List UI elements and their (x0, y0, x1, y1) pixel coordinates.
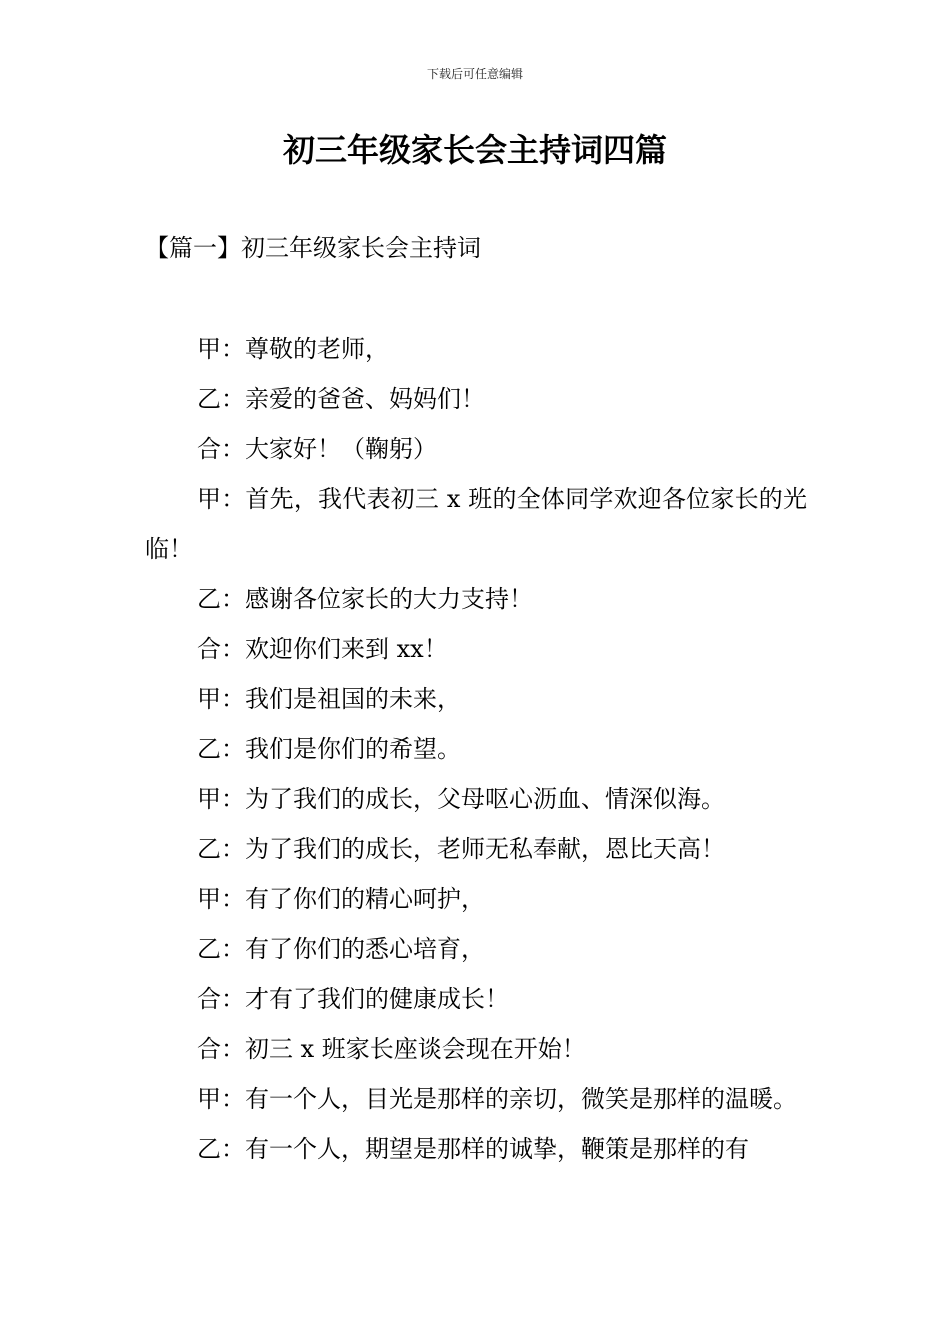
paragraph: 乙：感谢各位家长的大力支持！ (197, 585, 533, 613)
paragraph: 甲：首先，我代表初三 x 班的全体同学欢迎各位家长的光临！ (145, 485, 807, 563)
paragraph: 乙：有了你们的悉心培育， (197, 935, 485, 963)
document-title: 初三年级家长会主持词四篇 (282, 131, 667, 169)
section-heading: 【篇一】初三年级家长会主持词 (145, 234, 481, 262)
paragraph: 甲：尊敬的老师， (197, 335, 389, 363)
header-note: 下载后可任意编辑 (426, 67, 523, 81)
paragraph: 甲：为了我们的成长，父母呕心沥血、情深似海。 (197, 785, 725, 813)
paragraph: 乙：我们是你们的希望。 (197, 735, 461, 763)
paragraph: 甲：有一个人，目光是那样的亲切，微笑是那样的温暖。 (197, 1085, 797, 1113)
document-body (145, 324, 807, 1174)
paragraph: 合：大家好！（鞠躬） (197, 435, 437, 463)
paragraph: 合：初三 x 班家长座谈会现在开始！ (197, 1035, 586, 1063)
paragraph: 合：欢迎你们来到 xx！ (197, 635, 448, 663)
paragraph: 乙：有一个人，期望是那样的诚挚，鞭策是那样的有 (197, 1135, 749, 1163)
paragraph: 合：才有了我们的健康成长！ (197, 985, 509, 1013)
paragraph: 甲：我们是祖国的未来， (197, 685, 461, 713)
paragraph: 乙：亲爱的爸爸、妈妈们！ (197, 385, 485, 413)
paragraph: 甲：有了你们的精心呵护， (197, 885, 485, 913)
paragraph: 乙：为了我们的成长，老师无私奉献，恩比天高！ (197, 835, 725, 863)
